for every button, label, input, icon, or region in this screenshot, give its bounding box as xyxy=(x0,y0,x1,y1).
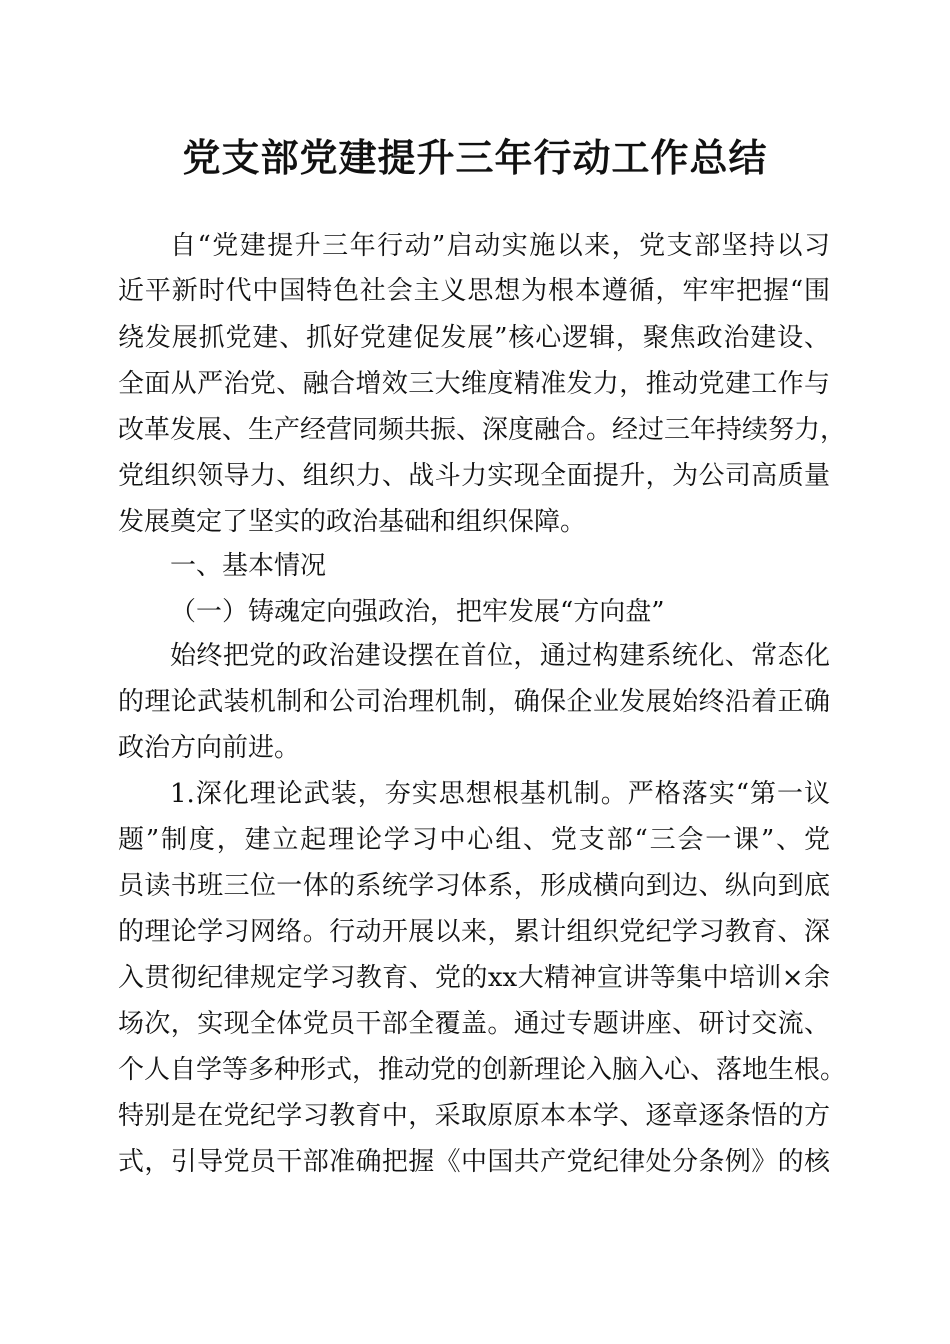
para2-line-1: 始终把党的政治建设摆在首位，通过构建系统化、常态化 xyxy=(170,641,830,671)
intro-line-3: 绕发展抓党建、抓好党建促发展”核心逻辑，聚焦政治建设、 xyxy=(118,323,830,353)
para3-line-3: 员读书班三位一体的系统学习体系，形成横向到边、纵向到底 xyxy=(118,871,830,901)
para3-line-4: 的理论学习网络。行动开展以来，累计组织党纪学习教育、深 xyxy=(118,917,830,947)
para3-line-1: 1.深化理论武装，夯实思想根基机制。严格落实“第一议 xyxy=(170,779,830,809)
intro-line-6: 党组织领导力、组织力、战斗力实现全面提升，为公司高质量 xyxy=(118,461,830,491)
document-title: 党支部党建提升三年行动工作总结 xyxy=(182,135,768,180)
para3-line-2: 题”制度，建立起理论学习中心组、党支部“三会一课”、党 xyxy=(118,825,830,855)
para3-line-7: 个人自学等多种形式，推动党的创新理论入脑入心、落地生根。 xyxy=(118,1055,847,1085)
para3-line-6: 场次，实现全体党员干部全覆盖。通过专题讲座、研讨交流、 xyxy=(118,1009,830,1039)
intro-line-1: 自“党建提升三年行动”启动实施以来，党支部坚持以习 xyxy=(170,231,830,261)
intro-line-2: 近平新时代中国特色社会主义思想为根本遵循，牢牢把握“围 xyxy=(118,276,830,306)
subsection-heading: （一）铸魂定向强政治，把牢发展“方向盘” xyxy=(170,597,665,627)
section-heading: 一、基本情况 xyxy=(170,551,327,581)
para3-line-8: 特别是在党纪学习教育中，采取原原本本学、逐章逐条悟的方 xyxy=(118,1101,830,1131)
para3-line-5: 入贯彻纪律规定学习教育、党的xx大精神宣讲等集中培训×余 xyxy=(118,963,830,993)
intro-line-5: 改革发展、生产经营同频共振、深度融合。经过三年持续努力， xyxy=(118,415,847,445)
intro-line-7: 发展奠定了坚实的政治基础和组织保障。 xyxy=(118,507,587,537)
para3-line-9: 式，引导党员干部准确把握《中国共产党纪律处分条例》的核 xyxy=(118,1147,830,1177)
para2-line-2: 的理论武装机制和公司治理机制，确保企业发展始终沿着正确 xyxy=(118,687,830,717)
para2-line-3: 政治方向前进。 xyxy=(118,733,301,763)
intro-line-4: 全面从严治党、融合增效三大维度精准发力，推动党建工作与 xyxy=(118,369,830,399)
